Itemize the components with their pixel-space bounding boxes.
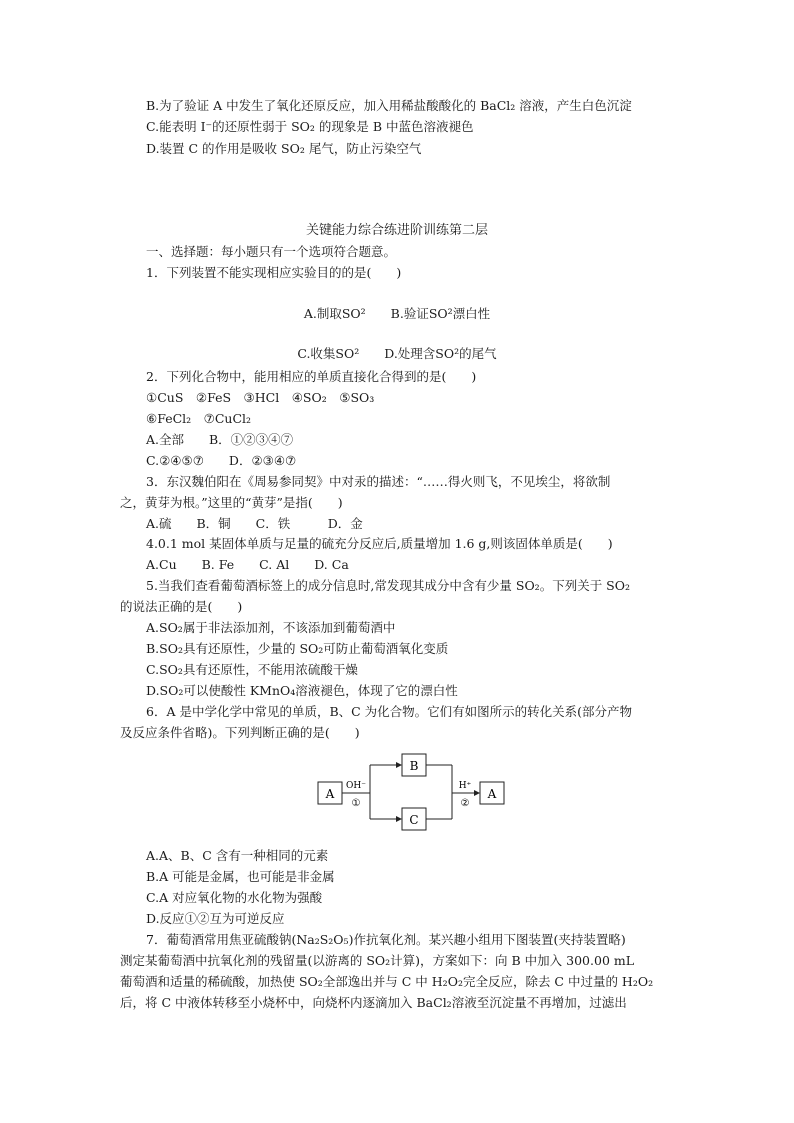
- q5-line1: 5.当我们查看葡萄酒标签上的成分信息时,常发现其成分中含有少量 SO₂。下列关于 SO₂: [146, 578, 630, 593]
- q1-stem: 1．下列装置不能实现相应实验目的的是( ): [146, 265, 402, 280]
- q2-items-1: ①CuS ②FeS ③HCl ④SO₂ ⑤SO₃: [146, 390, 375, 405]
- diagram-label-a-right: A: [487, 787, 497, 801]
- q6-option-c: C.A 对应氧化物的水化物为强酸: [146, 890, 323, 905]
- q7-line4: 后，将 C 中液体转移至小烧杯中，向烧杯内逐滴加入 BaCl₂溶液至沉淀量不再增加，过滤出: [120, 995, 627, 1010]
- q2-options-cd: C.②④⑤⑦ D．②③④⑦: [146, 453, 297, 468]
- q5-line2: 的说法正确的是( ): [120, 599, 243, 614]
- q3-line1: 3．东汉魏伯阳在《周易参同契》中对汞的描述：“……得火则飞，不见埃尘，将欲制: [146, 474, 611, 489]
- conversion-diagram: [310, 748, 510, 836]
- prev-option-b: B.为了验证 A 中发生了氧化还原反应，加入用稀盐酸酸化的 BaCl₂ 溶液，产生白色沉淀: [146, 98, 632, 113]
- q5-option-b: B.SO₂具有还原性，少量的 SO₂可防止葡萄酒氧化变质: [146, 641, 449, 656]
- q2-items-2: ⑥FeCl₂ ⑦CuCl₂: [146, 411, 252, 426]
- diagram-arrow2-reagent: H⁺: [458, 781, 472, 791]
- q6-line2: 及反应条件省略)。下列判断正确的是( ): [120, 725, 360, 740]
- q5-option-a: A.SO₂属于非法添加剂，不该添加到葡萄酒中: [146, 620, 396, 635]
- diagram-arrow1-reagent: OH⁻: [346, 781, 366, 791]
- q1-options-row1: A.制取SO² B.验证SO²漂白性: [303, 306, 491, 321]
- diagram-label-c: C: [409, 813, 419, 827]
- diagram-label-b: B: [409, 759, 419, 773]
- q4-stem: 4.0.1 mol 某固体单质与足量的硫充分反应后,质量增加 1.6 g,则该固体单质是( ): [146, 536, 613, 551]
- diagram-to-b-arrowhead: [396, 762, 402, 768]
- prev-option-c: C.能表明 I⁻的还原性弱于 SO₂ 的现象是 B 中蓝色溶液褪色: [146, 119, 474, 134]
- q4-options: A.Cu B. Fe C. Al D. Ca: [146, 557, 349, 572]
- q7-line2: 测定某葡萄酒中抗氧化剂的残留量(以游离的 SO₂计算)，方案如下：向 B 中加入 300.00 mL: [120, 953, 635, 968]
- q6-line1: 6．A 是中学化学中常见的单质，B、C 为化合物。它们有如图所示的转化关系(部分产物: [146, 704, 633, 719]
- q6-option-b: B.A 可能是金属，也可能是非金属: [146, 869, 335, 884]
- diagram-arrow1-number: ①: [351, 798, 361, 809]
- diagram-to-c-arrowhead: [396, 816, 402, 822]
- diagram-arrow2-arrowhead: [474, 790, 480, 796]
- q6-option-a: A.A、B、C 含有一种相同的元素: [146, 848, 329, 863]
- q5-option-d: D.SO₂可以使酸性 KMnO₄溶液褪色，体现了它的漂白性: [146, 683, 458, 698]
- q7-line1: 7．葡萄酒常用焦亚硫酸钠(Na₂S₂O₅)作抗氧化剂。某兴趣小组用下图装置(夹持装置略): [146, 932, 626, 947]
- diagram-label-a-left: A: [325, 787, 335, 801]
- section-title: 关键能力综合练进阶训练第二层: [305, 223, 488, 238]
- prev-option-d: D.装置 C 的作用是吸收 SO₂ 尾气，防止污染空气: [146, 141, 422, 156]
- q2-stem: 2．下列化合物中，能用相应的单质直接化合得到的是( ): [146, 369, 477, 384]
- q3-line2: 之，黄芽为根。”这里的“黄芽”是指( ): [120, 495, 343, 510]
- q6-option-d: D.反应①②互为可逆反应: [146, 911, 285, 926]
- diagram-arrow2-number: ②: [460, 798, 470, 809]
- q1-options-row2: C.收集SO² D.处理含SO²的尾气: [297, 346, 497, 361]
- q5-option-c: C.SO₂具有还原性，不能用浓硫酸干燥: [146, 662, 358, 677]
- q3-options: A.硫 B．铜 C．铁 D．金: [146, 516, 363, 531]
- q7-line3: 葡萄酒和适量的稀硫酸，加热使 SO₂全部逸出并与 C 中 H₂O₂完全反应，除去 C 中过量的 H₂O₂: [120, 974, 654, 989]
- q2-options-ab: A.全部 B．①②③④⑦: [146, 432, 294, 447]
- section-heading: 一、选择题：每小题只有一个选项符合题意。: [146, 244, 397, 259]
